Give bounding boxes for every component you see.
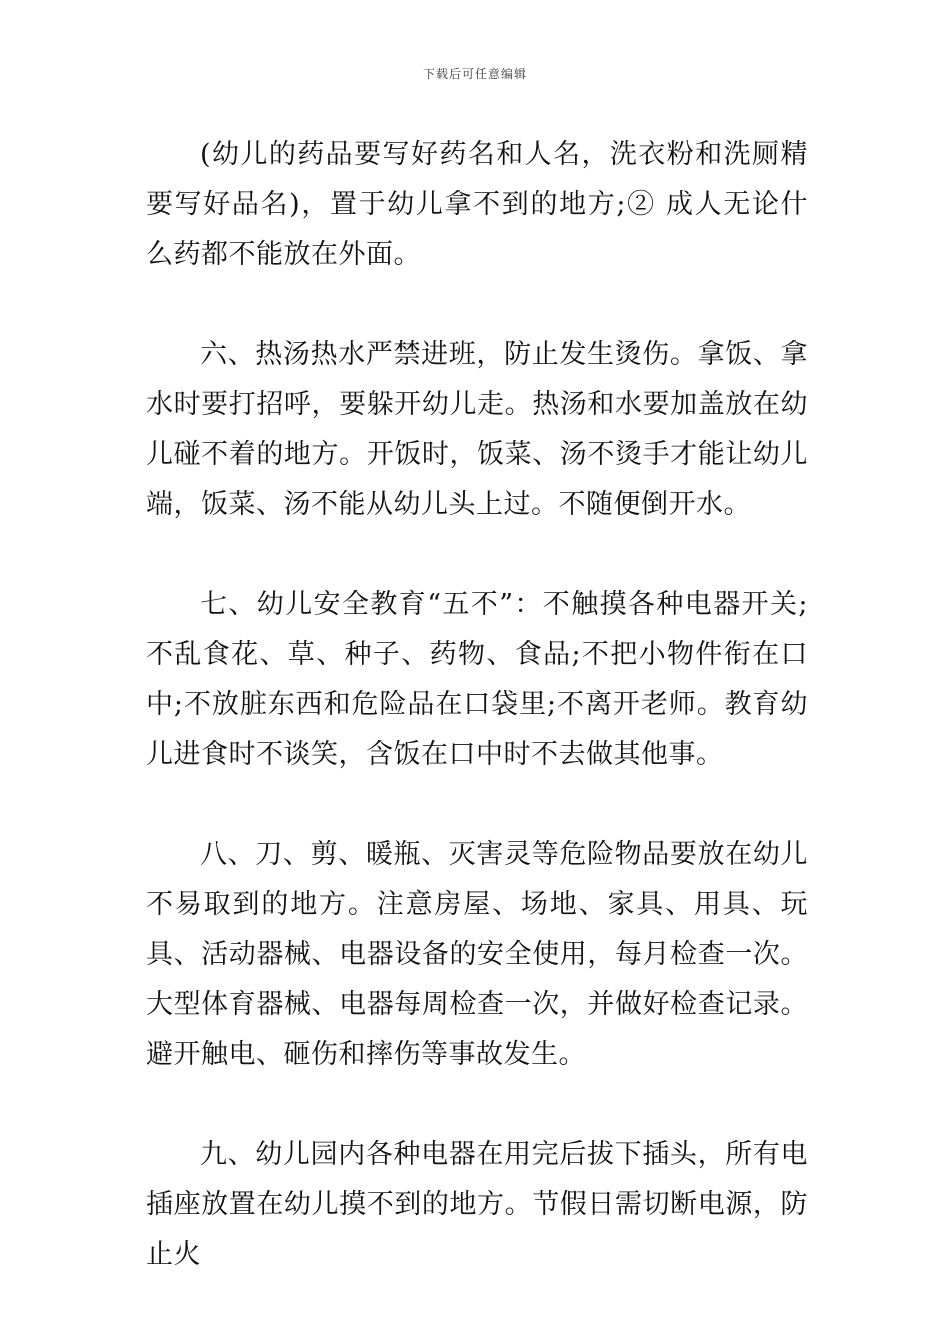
paragraph-item-9: 九、幼儿园内各种电器在用完后拔下插头，所有电插座放置在幼儿摸不到的地方。节假日需切断电源，防止火 — [146, 1139, 808, 1270]
paragraph-item-7: 七、幼儿安全教育“五不”：不触摸各种电器开关;不乱食花、草、种子、药物、食品;不把小物件衔在口中;不放脏东西和危险品在口袋里;不离开老师。教育幼儿进食时不谈笑，含饭在口中时不去做其他事。 — [146, 589, 808, 770]
paragraph-item-8: 八、刀、剪、暖瓶、灭害灵等危险物品要放在幼儿不易取到的地方。注意房屋、场地、家具、用具、玩具、活动器械、电器设备的安全使用，每月检查一次。大型体育器械、电器每周检查一次，并做好检查记录。避开触电、砸伤和摔伤等事故发生。 — [146, 839, 808, 1070]
page-header: 下载后可任意编辑 — [422, 67, 527, 81]
paragraph-item-6: 六、热汤热水严禁进班，防止发生烫伤。拿饭、拿水时要打招呼，要躲开幼儿走。热汤和水要加盖放在幼儿碰不着的地方。开饭时，饭菜、汤不烫手才能让幼儿端，饭菜、汤不能从幼儿头上过。不随便倒开水。 — [146, 339, 808, 520]
document-body — [146, 130, 808, 1330]
paragraph-continuation: (幼儿的药品要写好药名和人名，洗衣粉和洗厕精要写好品名)，置于幼儿拿不到的地方;② 成人无论什么药都不能放在外面。 — [146, 139, 808, 270]
